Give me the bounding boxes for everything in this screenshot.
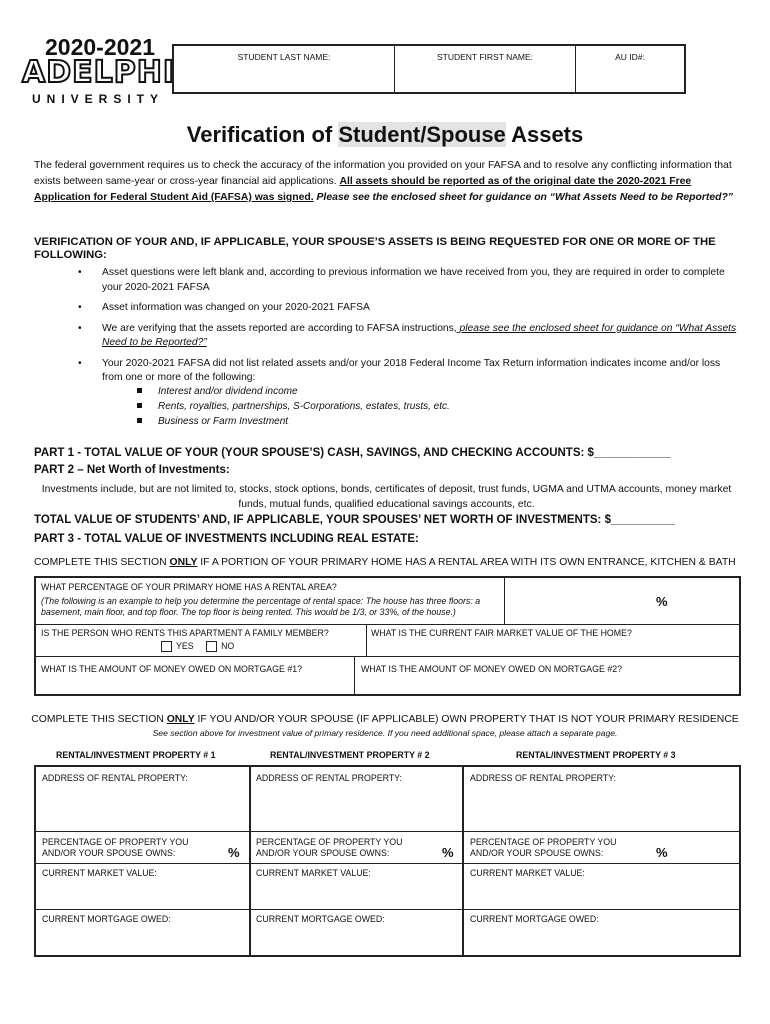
no-label: NO xyxy=(221,641,235,651)
logo-name: ADELPHI xyxy=(22,55,175,90)
part2-heading: PART 2 – Net Worth of Investments: xyxy=(34,464,230,476)
logo-year: 2020-2021 xyxy=(45,34,155,60)
property-grid xyxy=(34,765,741,957)
bullet-text: We are verifying that the assets reported are according to FAFSA instructions, xyxy=(102,322,457,334)
property1-percentage-label xyxy=(42,837,188,859)
mortgage2-field[interactable]: WHAT IS THE AMOUNT OF MONEY OWED ON MORTGAGE #2? xyxy=(361,664,623,674)
income-sub-list xyxy=(34,384,739,429)
primary-home-instruction xyxy=(34,557,736,568)
property1-market-value-field[interactable]: CURRENT MARKET VALUE: xyxy=(42,868,157,878)
property2-mortgage-field[interactable]: CURRENT MORTGAGE OWED: xyxy=(256,914,385,924)
family-member-options xyxy=(161,641,234,652)
bullet-text: Asset information was changed on your 2020-2021 FAFSA xyxy=(102,302,370,313)
rental-percentage-input[interactable]: % xyxy=(656,594,668,609)
sub-bullet-text: Business or Farm Investment xyxy=(158,416,289,427)
yes-label: YES xyxy=(176,641,194,651)
part1-heading: PART 1 - TOTAL VALUE OF YOUR (YOUR SPOUSE’S) CASH, SAVINGS, AND CHECKING ACCOUNTS: $____________ xyxy=(34,447,671,459)
verification-heading: VERIFICATION OF YOUR AND, IF APPLICABLE, YOUR SPOUSE’S ASSETS IS BEING REQUESTED FOR ONE OR MORE OF THE FOLLOWING: xyxy=(34,236,716,261)
no-checkbox[interactable] xyxy=(206,641,217,652)
guidance-link[interactable]: please see the enclosed sheet for guidance on “What Assets Need to be Reported?” xyxy=(102,322,737,348)
last-name-field[interactable]: STUDENT LAST NAME: xyxy=(173,45,395,93)
instruction-only: ONLY xyxy=(169,557,198,568)
property3-market-value-field[interactable]: CURRENT MARKET VALUE: xyxy=(470,868,585,878)
au-id-field[interactable]: AU ID#: xyxy=(576,45,686,93)
first-name-field[interactable]: STUDENT FIRST NAME: xyxy=(395,45,576,93)
percentage-line2: AND/OR YOUR SPOUSE OWNS: xyxy=(256,848,390,858)
sub-bullet-text: Interest and/or dividend income xyxy=(158,386,298,397)
property2-market-value-field[interactable]: CURRENT MARKET VALUE: xyxy=(256,868,371,878)
property1-mortgage-field[interactable]: CURRENT MORTGAGE OWED: xyxy=(42,914,171,924)
list-item: • Asset information was changed on your 2020-2021 FAFSA xyxy=(78,302,370,313)
percentage-line1: PERCENTAGE OF PROPERTY YOU xyxy=(470,837,617,847)
list-item xyxy=(34,399,739,414)
property2-percentage-label xyxy=(256,837,402,859)
fair-market-value-field[interactable]: WHAT IS THE CURRENT FAIR MARKET VALUE OF THE HOME? xyxy=(371,628,632,638)
list-item xyxy=(34,414,739,429)
instruction-post: IF A PORTION OF YOUR PRIMARY HOME HAS A RENTAL AREA WITH ITS OWN ENTRANCE, KITCHEN & BATH xyxy=(197,557,736,568)
instruction-post: IF YOU AND/OR YOUR SPOUSE (IF APPLICABLE) OWN PROPERTY THAT IS NOT YOUR PRIMARY RESIDENCE xyxy=(194,714,739,725)
percentage-line1: PERCENTAGE OF PROPERTY YOU xyxy=(256,837,403,847)
property1-percentage-input[interactable]: % xyxy=(228,845,240,860)
property2-percentage-input[interactable]: % xyxy=(442,845,454,860)
total-investments-heading: TOTAL VALUE OF STUDENTS’ AND, IF APPLICABLE, YOUR SPOUSES’ NET WORTH OF INVESTMENTS: $__________ xyxy=(34,514,675,526)
sub-bullet-text: Rents, royalties, partnerships, S-Corporations, estates, trusts, etc. xyxy=(158,401,450,412)
list-item xyxy=(34,384,739,399)
percentage-line2: AND/OR YOUR SPOUSE OWNS: xyxy=(470,848,604,858)
bullet-text: Your 2020-2021 FAFSA did not list related assets and/or your 2018 Federal Income Tax Return information indicates income and/or loss from one or more of the following: xyxy=(102,357,721,383)
property3-heading: RENTAL/INVESTMENT PROPERTY # 3 xyxy=(516,750,676,760)
title-pre: Verification of xyxy=(186,122,339,147)
list-item: • Your 2020-2021 FAFSA did not list related assets and/or your 2018 Federal Income Tax Return information indicates income and/or loss from one or more of the following: xyxy=(78,357,721,383)
part3-heading: PART 3 - TOTAL VALUE OF INVESTMENTS INCLUDING REAL ESTATE: xyxy=(34,533,419,545)
logo-university: UNIVERSITY xyxy=(32,92,165,106)
yes-checkbox[interactable] xyxy=(161,641,172,652)
property2-heading: RENTAL/INVESTMENT PROPERTY # 2 xyxy=(270,750,430,760)
investments-description: Investments include, but are not limited to, stocks, stock options, bonds, certificates of deposit, trust funds, UGMA and UTMA accounts, money market funds, mutual funds, qualified educational savings accounts, etc. xyxy=(41,484,732,510)
property3-percentage-input[interactable]: % xyxy=(656,845,668,860)
page-title xyxy=(0,122,770,148)
reasons-list xyxy=(34,266,739,386)
primary-home-rental-box xyxy=(34,576,741,696)
property1-address-field[interactable]: ADDRESS OF RENTAL PROPERTY: xyxy=(42,773,188,783)
rental-percentage-question: WHAT PERCENTAGE OF YOUR PRIMARY HOME HAS A RENTAL AREA? xyxy=(41,582,337,592)
intro-bold: All assets should be reported as of the original date the 2020-2021 Free Application for Federal Student Aid (FAFSA) was signed. xyxy=(34,176,692,203)
instruction-pre: COMPLETE THIS SECTION xyxy=(34,557,170,568)
intro-italic: Please see the enclosed sheet for guidance on “What Assets Need to be Reported?” xyxy=(313,192,733,203)
instruction-only: ONLY xyxy=(166,714,195,725)
rental-percentage-note: (The following is an example to help you determine the percentage of rental space: The house has three floors: a basement, main floor, and top floor. The top floor is being rented. This would be 1/3, or 33%, of the house.) xyxy=(41,596,481,617)
other-property-note: See section above for investment value of primary residence. If you need additional space, please attach a separate page. xyxy=(152,728,618,738)
list-item: • We are verifying that the assets reported are according to FAFSA instructions, please see the enclosed sheet for guidance on “What Assets Need to be Reported?” xyxy=(78,322,737,348)
intro-paragraph xyxy=(34,158,739,206)
bullet-text: Asset questions were left blank and, according to previous information we have received from you, they are required in order to complete your 2020-2021 FAFSA xyxy=(102,267,725,293)
mortgage1-field[interactable]: WHAT IS THE AMOUNT OF MONEY OWED ON MORTGAGE #1? xyxy=(41,664,303,674)
property2-address-field[interactable]: ADDRESS OF RENTAL PROPERTY: xyxy=(256,773,402,783)
property3-percentage-label xyxy=(470,837,616,859)
student-info-table xyxy=(172,44,686,94)
property3-address-field[interactable]: ADDRESS OF RENTAL PROPERTY: xyxy=(470,773,616,783)
title-highlight: Student/Spouse xyxy=(338,122,506,147)
other-property-instruction xyxy=(0,714,770,725)
instruction-pre: COMPLETE THIS SECTION xyxy=(31,714,167,725)
title-post: Assets xyxy=(505,122,584,147)
family-member-question: IS THE PERSON WHO RENTS THIS APARTMENT A FAMILY MEMBER? xyxy=(41,628,329,638)
percentage-line1: PERCENTAGE OF PROPERTY YOU xyxy=(42,837,189,847)
percentage-line2: AND/OR YOUR SPOUSE OWNS: xyxy=(42,848,176,858)
list-item: • Asset questions were left blank and, according to previous information we have received from you, they are required in order to complete your 2020-2021 FAFSA xyxy=(78,267,725,293)
intro-text: The federal government requires us to check the accuracy of the information you provided on your FAFSA and to resolve any conflicting information that exists between same-year or cross-year financial aid applications. xyxy=(34,160,732,187)
property3-mortgage-field[interactable]: CURRENT MORTGAGE OWED: xyxy=(470,914,599,924)
property1-heading: RENTAL/INVESTMENT PROPERTY # 1 xyxy=(56,750,216,760)
